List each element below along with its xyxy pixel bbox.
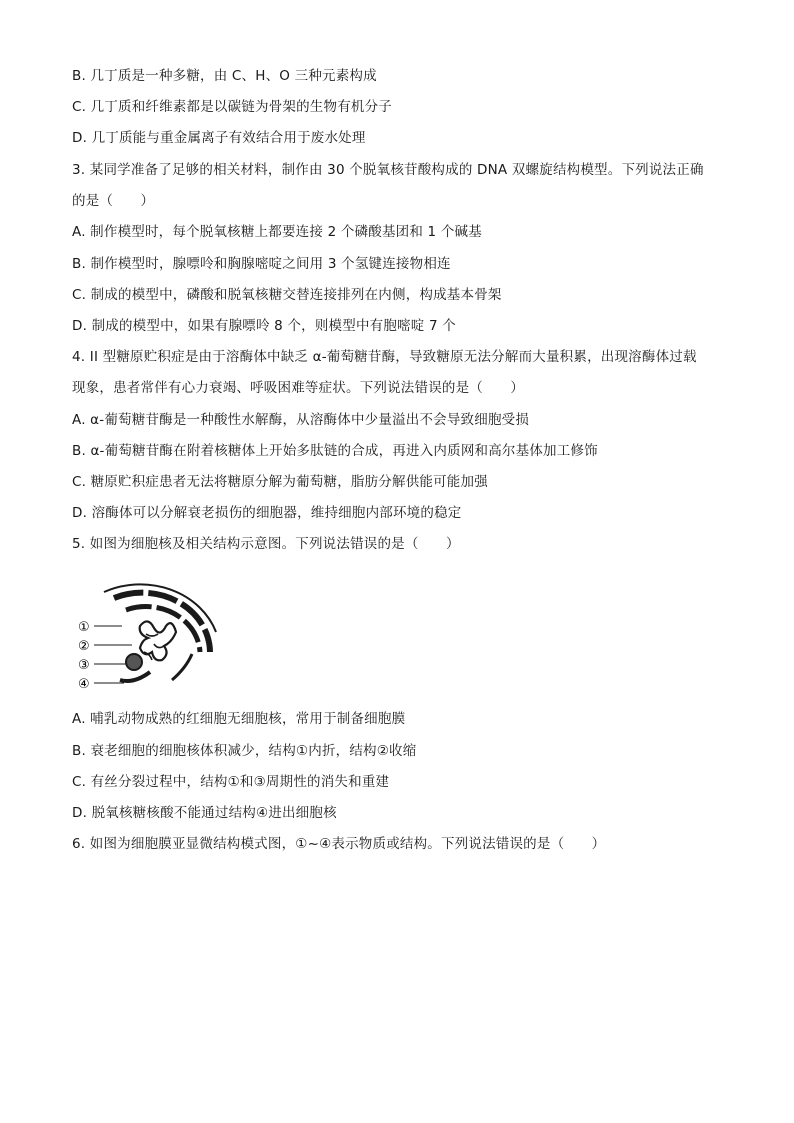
q3-option-b: B. 制作模型时，腺嘌呤和胸腺嘧啶之间用 3 个氢键连接物相连 <box>72 256 451 272</box>
outer-nuclear-membrane <box>114 593 210 652</box>
q5-stem: 5. 如图为细胞核及相关结构示意图。下列说法错误的是（ ） <box>72 536 460 552</box>
q2-option-b: B. 几丁质是一种多糖，由 C、H、O 三种元素构成 <box>72 68 377 84</box>
svg-text:①: ① <box>78 620 90 635</box>
q5-option-b: B. 衰老细胞的细胞核体积减少，结构①内折，结构②收缩 <box>72 743 417 759</box>
q3-option-c: C. 制成的模型中，磷酸和脱氧核糖交替连接排列在内侧，构成基本骨架 <box>72 287 502 303</box>
lower-membrane-segment <box>120 672 150 681</box>
label-3 <box>78 658 126 673</box>
q4-option-b: B. α-葡萄糖苷酶在附着核糖体上开始多肽链的合成，再进入内质网和高尔基体加工修饰 <box>72 443 598 459</box>
q2-option-c: C. 几丁质和纤维素都是以碳链为骨架的生物有机分子 <box>72 99 393 115</box>
q4-stem-line2: 现象，患者常伴有心力衰竭、呼吸困难等症状。下列说法错误的是（ ） <box>72 380 525 396</box>
q4-option-d: D. 溶酶体可以分解衰老损伤的细胞器，维持细胞内部环境的稳定 <box>72 505 462 521</box>
q6-stem: 6. 如图为细胞膜亚显微结构模式图，①~④表示物质或结构。下列说法错误的是（ ） <box>72 836 606 852</box>
label-4 <box>78 677 124 692</box>
nucleus-diagram <box>74 572 224 698</box>
q3-option-a: A. 制作模型时，每个脱氧核糖上都要连接 2 个磷酸基团和 1 个碱基 <box>72 224 482 240</box>
q4-option-c: C. 糖原贮积症患者无法将糖原分解为葡萄糖，脂肪分解供能可能加强 <box>72 474 488 490</box>
right-membrane-segment <box>172 654 192 680</box>
q4-stem-line1: 4. II 型糖原贮积症是由于溶酶体中缺乏 α-葡萄糖苷酶，导致糖原无法分解而大量积累，出现溶酶体过载 <box>72 349 697 365</box>
q2-option-d: D. 几丁质能与重金属离子有效结合用于废水处理 <box>72 130 366 146</box>
label-2 <box>78 639 132 654</box>
nucleolus <box>126 654 142 670</box>
q3-option-d: D. 制成的模型中，如果有腺嘌呤 8 个，则模型中有胞嘧啶 7 个 <box>72 318 456 334</box>
svg-text:③: ③ <box>78 658 90 673</box>
chromatin <box>140 621 176 660</box>
q3-stem-line2: 的是（ ） <box>72 193 155 209</box>
q3-stem-line1: 3. 某同学准备了足够的相关材料，制作由 30 个脱氧核苷酸构成的 DNA 双螺旋结构模型。下列说法正确 <box>72 162 704 178</box>
q5-option-c: C. 有丝分裂过程中，结构①和③周期性的消失和重建 <box>72 774 390 790</box>
svg-text:④: ④ <box>78 677 90 692</box>
q5-option-a: A. 哺乳动物成熟的红细胞无细胞核，常用于制备细胞膜 <box>72 711 406 727</box>
q5-option-d: D. 脱氧核糖核酸不能通过结构④进出细胞核 <box>72 805 337 821</box>
label-1 <box>78 620 122 635</box>
q4-option-a: A. α-葡萄糖苷酶是一种酸性水解酶，从溶酶体中少量溢出不会导致细胞受损 <box>72 412 530 428</box>
svg-text:②: ② <box>78 639 90 654</box>
nucleus-diagram-svg <box>74 572 224 698</box>
